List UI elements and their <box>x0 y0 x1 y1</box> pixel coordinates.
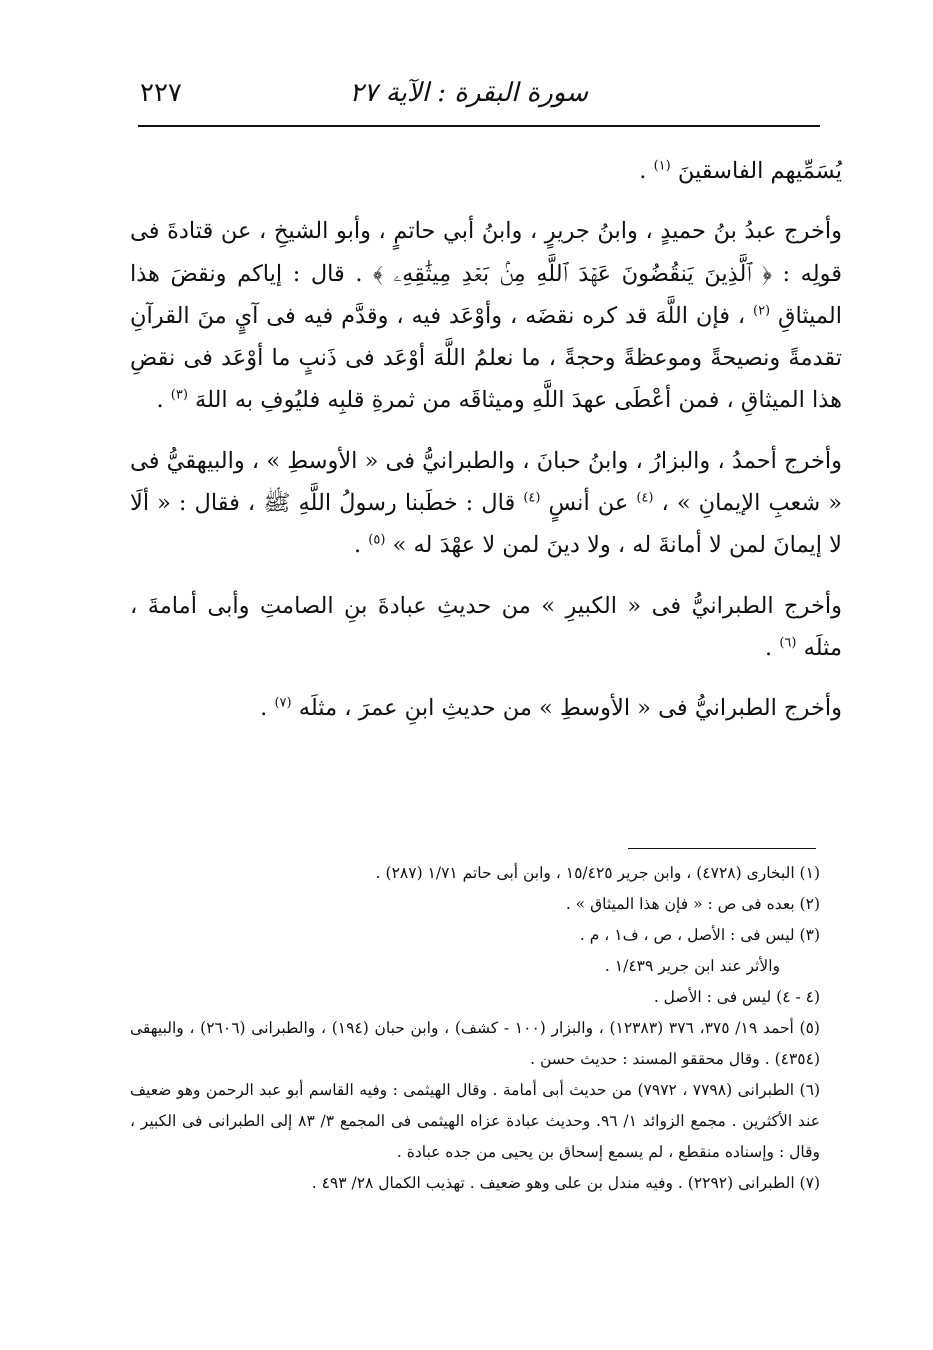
paragraph-text: يُسَمِّيهم الفاسقينَ <box>677 158 842 184</box>
paragraph-end: . <box>156 387 164 414</box>
footnote-3: (٣) ليس فى : الأصل ، ص ، ف١ ، م . <box>579 926 820 944</box>
paragraph-end: . <box>260 695 268 722</box>
paragraph-3 <box>130 440 842 567</box>
paragraph-4 <box>130 585 842 670</box>
paragraph-text: قال : خطَبنا رسولُ اللَّهِ ﷺ ، فقال : « ألَا لا إيمانَ لمن لا أمانةَ له ، ولا دينَ لمن لا عهْدَ له » <box>130 490 842 559</box>
footnote-5: (٥) أحمد ١٩/ ٣٧٥، ٣٧٦ (١٢٣٨٣) ، والبزار (١٠٠ - كشف) ، وابن حبان (١٩٤) ، والطبرانى (٢٦٠٦) ، والبيهقى (٤٣٥٤) . وقال محققو المسند : حديث حسن . <box>130 1019 820 1068</box>
paragraph-text: عن أنسٍ <box>548 490 629 517</box>
footnote-4: (٤ - ٤) ليس فى : الأصل . <box>653 988 820 1006</box>
footnote-3-continuation: والأثر عند ابن جرير ١/٤٣٩ . <box>604 957 780 975</box>
footnote-rule <box>628 848 816 849</box>
paragraph-text: ، فإن اللَّهَ قد كره نقضَه ، وأوْعَد فيه ، وقدَّم فيه فى آيٍ منَ القرآنِ تقدمةً ونصيحةً وموعظةً وحجةً ، ما نعلمُ اللَّهَ أوْعَد فى ذَنبٍ ما أوْعَد فى نقضِ هذا الميثاقِ ، فمن أعْطَى عهدَ اللَّهِ وميثاقَه من ثمرةِ قلبِه فليُوفِ به اللهَ <box>130 302 842 414</box>
paragraph-end: . <box>639 158 647 184</box>
footnote-marker: (٤) <box>523 490 541 506</box>
paragraph-text: وأخرج الطبرانيُّ فى « الكبيرِ » من حديثِ عبادةَ بنِ الصامتِ وأبى أمامةَ ، مثلَه <box>130 592 842 661</box>
main-text <box>130 150 842 730</box>
footnote-marker: (٤) <box>636 490 654 506</box>
paragraph-1 <box>130 150 842 192</box>
footnote-6: (٦) الطبرانى (٧٧٩٨ ، ٧٩٧٢) من حديث أبى أمامة . وقال الهيثمى : وفيه القاسم أبو عبد الرحمن وهو ضعيف عند الأكثرين . مجمع الزوائد ١/ ٩٦. وحديث عبادة عزاه الهيثمى فى المجمع ٣/ ٨٣ إلى الطبرانى فى الكبير ، وقال : وإسناده منقطع ، لم يسمع إسحاق بن يحيى من جده عبادة . <box>130 1081 820 1161</box>
page-header <box>138 72 818 120</box>
footnote-marker: (٦) <box>779 635 797 651</box>
footnote-marker: (١) <box>653 158 671 174</box>
footnote-7: (٧) الطبرانى (٢٢٩٢) . وفيه مندل بن على وهو ضعيف . تهذيب الكمال ٢٨/ ٤٩٣ . <box>311 1174 820 1192</box>
running-title: سورة البقرة : الآية ٢٧ <box>349 78 588 108</box>
paragraph-text: وأخرج عبدُ بنُ حميدٍ ، وابنُ جريرٍ ، وابنُ أبي حاتمٍ ، وأبو الشيخِ ، عن قتادةَ فى قولِه : ﴿ ٱلَّذِينَ يَنقُضُونَ عَهۡدَ ٱللَّهِ مِنۢ بَعۡدِ مِيثَٰقِهِۦ ﴾ . قال : إياكم ونقضَ هذا الميثاقِ <box>130 218 842 329</box>
footnote-1: (١) البخارى (٤٧٢٨) ، وابن جرير ١٥/٤٢٥ ، وابن أبى حاتم ١/٧١ (٢٨٧) . <box>375 864 820 882</box>
footnote-marker: (٥) <box>368 532 386 548</box>
page-number: ٢٢٧ <box>140 78 182 108</box>
footnote-marker: (٢) <box>752 303 771 319</box>
paragraph-5 <box>130 687 842 729</box>
footnote-marker: (٧) <box>274 695 292 711</box>
paragraph-end: . <box>353 532 362 559</box>
footnote-2: (٢) بعده فى ص : « فإن هذا الميثاق » . <box>565 895 820 913</box>
paragraph-2 <box>130 210 842 421</box>
footnotes <box>130 858 820 1199</box>
paragraph-end: . <box>765 634 773 661</box>
paragraph-text: وأخرج أحمدُ ، والبزارُ ، وابنُ حبانَ ، والطبرانيُّ فى « الأوسطِ » ، والبيهقيُّ فى « شعبِ الإيمانِ » ، <box>130 447 843 517</box>
paragraph-text: وأخرج الطبرانيُّ فى « الأوسطِ » من حديثِ ابنِ عمرَ ، مثلَه <box>298 695 842 722</box>
footnote-marker: (٣) <box>170 387 188 403</box>
header-rule <box>138 125 820 127</box>
